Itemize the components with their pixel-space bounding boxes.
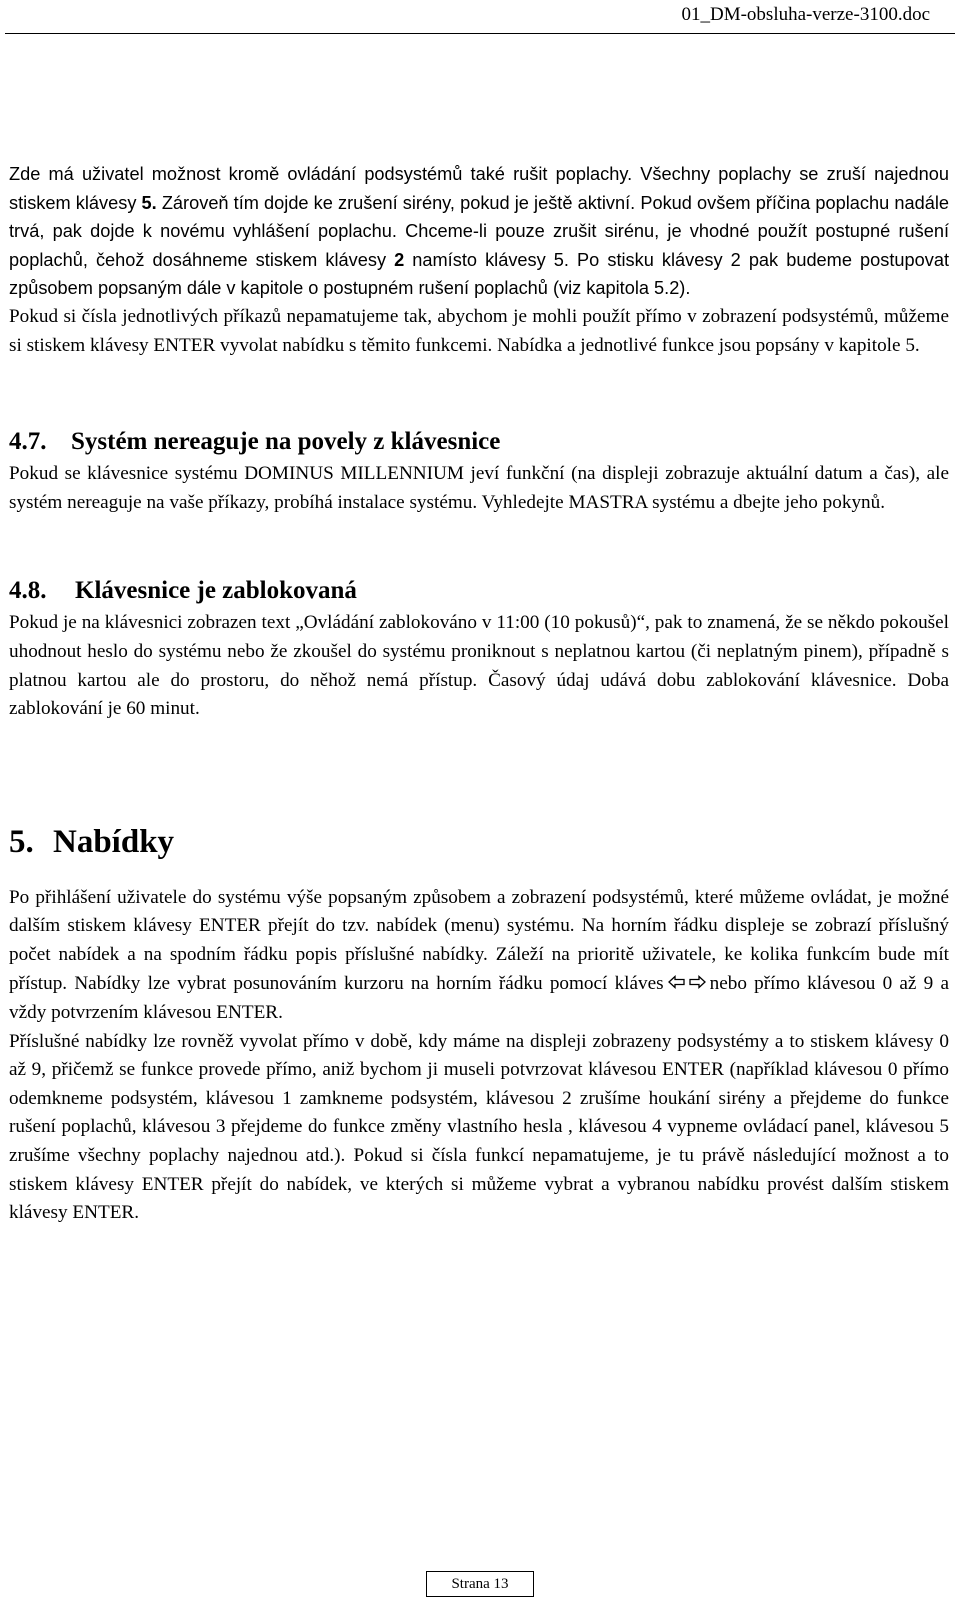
section-4-8-heading: [9, 573, 949, 609]
section-4-7-text: Pokud se klávesnice systému DOMINUS MILLENNIUM jeví funkční (na displeji zobrazuje aktuální datum a čas), ale systém nereaguje na vaše příkazy, probíhá instalace systému. Vyhledejte MASTRA systému a dbejte jeho pokynů.: [9, 463, 949, 513]
header-filename: 01_DM-obsluha-verze-3100.doc: [681, 4, 930, 25]
section-4-8-number: 4.8.: [9, 577, 47, 605]
section-5-paragraph-2: Příslušné nabídky lze rovněž vyvolat přímo v době, kdy máme na displeji zobrazeny podsystémy a to stiskem klávesy 0 až 9, přičemž se funkce provede přímo, aniž bychom ji museli potvrzovat klávesou ENTER (například klávesou 0 přímo odemkneme podsystém, klávesou 1 zamkneme podsystém, klávesou 2 zrušíme houkání sirény a přejdeme do funkce rušení poplachů, klávesou 3 přejdeme do funkce změny vlastního hesla , klávesou 4 vypneme ovládací panel, klávesou 5 zrušíme všechny poplachy najednou atd.). Pokud si čísla funkcí nepamatujeme, je tu právě následující možnost a to stiskem klávesy ENTER přejít do nabídek, ve kterých si můžeme vybrat a vybranou nabídku provést dalším stiskem klávesy ENTER.: [9, 1030, 949, 1224]
key-2-label: 2: [394, 249, 405, 270]
section-5-title: Nabídky: [53, 823, 175, 860]
section-5-number: 5.: [9, 823, 34, 860]
key-5-label: 5.: [141, 192, 157, 213]
document-header: [5, 0, 955, 34]
section-4-7-title: Systém nereaguje na povely z klávesnice: [71, 428, 501, 456]
section-4-7-number: 4.7.: [9, 428, 47, 456]
section-5-heading: [9, 820, 949, 864]
section-4-7-heading: [9, 424, 949, 460]
intro-paragraph-1: Zde má uživatel možnost kromě ovládání podsystémů také rušit poplachy. Všechny poplachy se zruší najednou stiskem klávesy 5. Zároveň tím dojde ke zrušení sirény, pokud je ještě aktivní. Pokud ovšem příčina poplachu nadále trvá, pak dojde k novému vyhlášení poplachu. Chceme-li pouze zrušit sirénu, je vhodné použít postupné rušení poplachů, čehož dosáhneme stiskem klávesy 2 namísto klávesy 5. Po stisku klávesy 2 pak budeme postupovat způsobem popsaným dále v kapitole o postupném rušení poplachů (viz kapitola 5.2).: [9, 164, 949, 299]
section-4-8-text: Pokud je na klávesnici zobrazen text „Ovládání zablokováno v 11:00 (10 pokusů)“, pak to znamená, že se někdo pokoušel uhodnout heslo do systému nebo že zkoušel do systému proniknout s neplatnou kartou (či neplatným pinem), případně s platnou kartou ale do prostoru, do něhož nemá přístup. Časový údaj udává dobu zablokování klávesnice. Doba zablokování je 60 minut.: [9, 612, 949, 720]
page-number-box: [426, 1571, 534, 1597]
intro-paragraph-2: Pokud si čísla jednotlivých příkazů nepamatujeme tak, abychom je mohli použít přímo v zobrazení podsystémů, můžeme si stiskem klávesy ENTER vyvolat nabídku s těmito funkcemi. Nabídka a jednotlivé funkce jsou popsány v kapitole 5.: [9, 305, 949, 356]
page-number: Strana 13: [451, 1576, 509, 1592]
section-4-8-title: Klávesnice je zablokovaná: [75, 577, 357, 605]
section-5-paragraph-1: Po přihlášení uživatele do systému výše popsaným způsobem a zobrazení podsystémů, které můžeme ovládat, je možné dalším stiskem klávesy ENTER přejít do tzv. nabídek (menu) systému. Na horním řádku displeje se zobrazí příslušný počet nabídek a na spodním řádku popis příslušné nabídky. Záleží na prioritě uživatele, ke kolika funkcím bude mít přístup. Nabídky lze vybrat posunováním kurzoru na horním řádku pomocí kláves nebo přímo klávesou 0 až 9 a vždy potvrzením klávesou ENTER.: [9, 886, 949, 1024]
left-right-arrow-keys-icon: [667, 971, 707, 1000]
document-body: [9, 160, 949, 1228]
